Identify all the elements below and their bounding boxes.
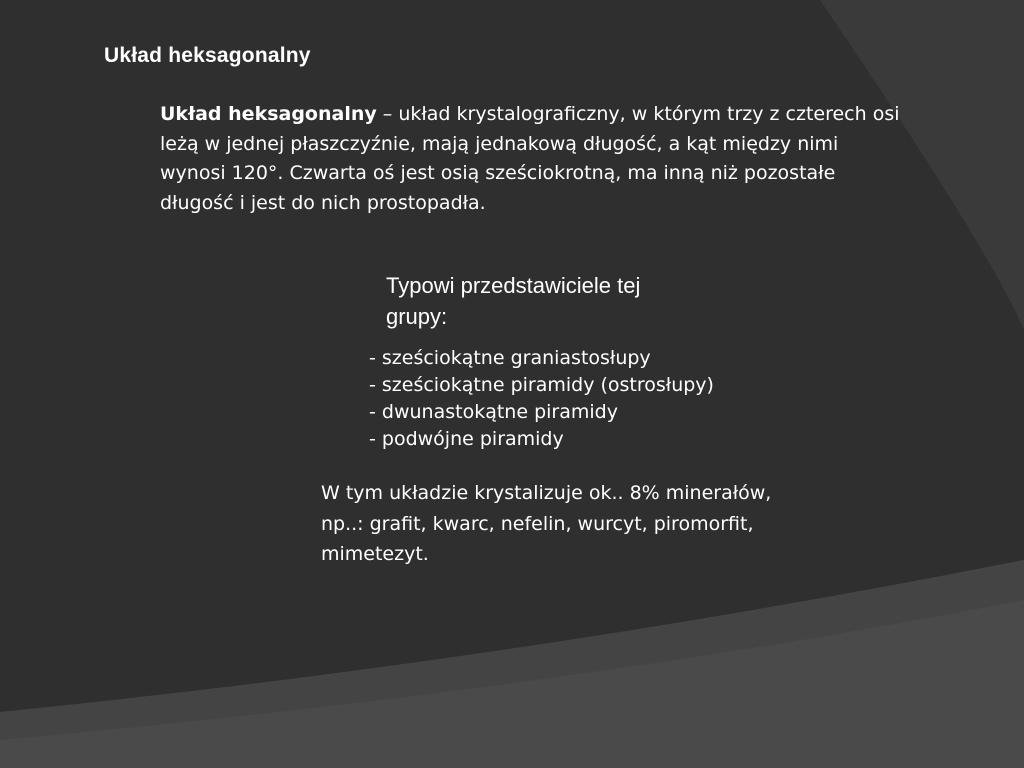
definition-term: Układ heksagonalny bbox=[160, 103, 377, 125]
list-item: - dwunastokątne piramidy bbox=[369, 401, 618, 423]
list-item: - sześciokątne piramidy (ostrosłupy) bbox=[369, 374, 714, 396]
representatives-heading: Typowi przedstawiciele tej grupy: bbox=[386, 273, 641, 329]
definition-text: – układ krystalograficzny, w którym trzy z czterech osi leżą w jednej płaszczyźnie, mają jednakową długość, a kąt między nimi wynosi 120°. Czwarta oś jest osią sześciokrotną, ma inną niż pozostałe długość i jest do nich prostopadła. bbox=[160, 103, 900, 214]
list-item: - podwójne piramidy bbox=[369, 428, 564, 450]
minerals-paragraph: W tym układzie krystalizuje ok.. 8% minerałów, np..: grafit, kwarc, nefelin, wurcyt, piromorfit, mimetezyt. bbox=[321, 482, 772, 565]
slide-title: Układ heksagonalny bbox=[104, 44, 311, 67]
list-item: - sześciokątne graniastosłupy bbox=[369, 347, 651, 369]
definition-paragraph bbox=[160, 100, 900, 218]
crystal-shapes-list bbox=[369, 345, 714, 453]
